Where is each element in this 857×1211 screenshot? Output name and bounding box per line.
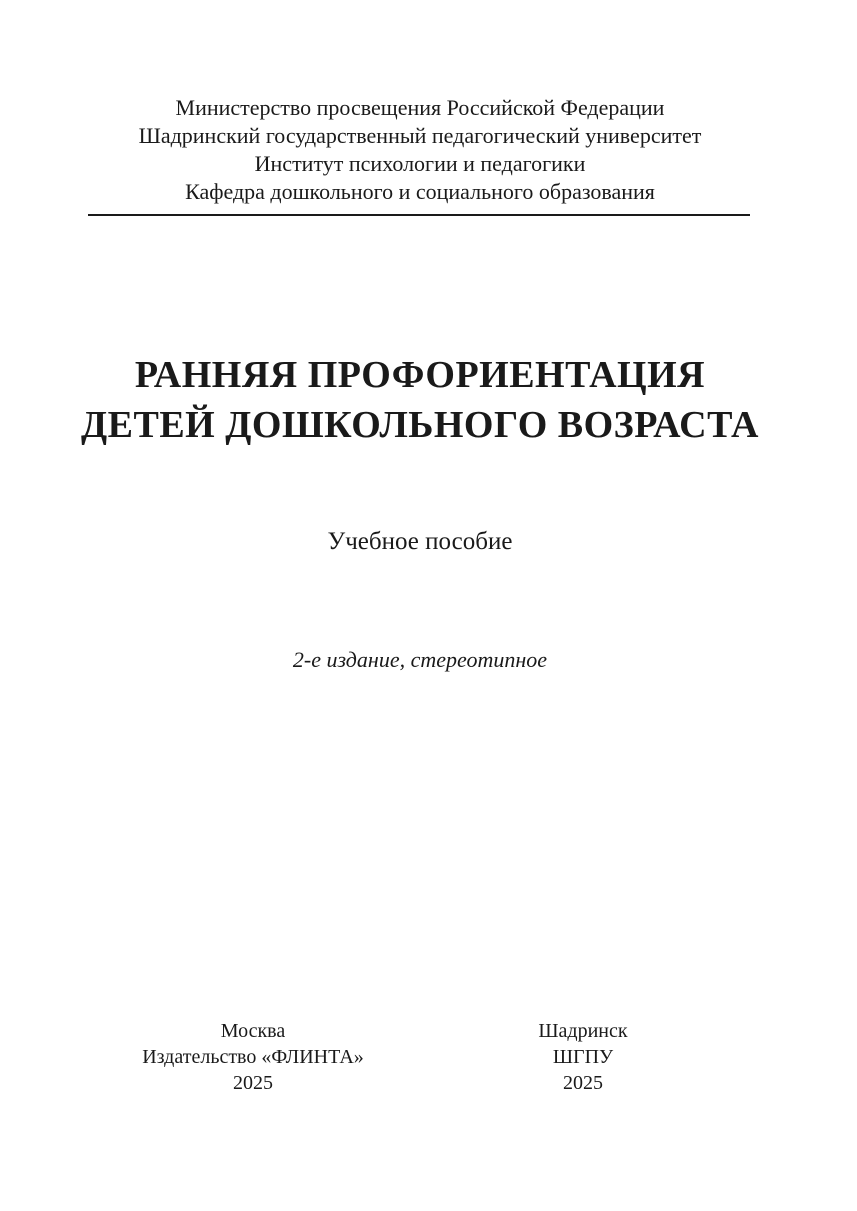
imprint-city: Москва xyxy=(220,1020,286,1042)
title-line-1: РАННЯЯ ПРОФОРИЕНТАЦИЯ xyxy=(134,354,706,396)
header-divider xyxy=(88,214,750,216)
imprint-publisher-shadrinsk xyxy=(483,1018,683,1096)
book-title xyxy=(0,350,840,450)
department-line: Кафедра дошкольного и социального образования xyxy=(185,179,655,204)
imprint-city: Шадринск xyxy=(538,1020,628,1042)
institute-line: Институт психологии и педагогики xyxy=(254,151,586,176)
ministry-line: Министерство просвещения Российской Федерации xyxy=(175,95,665,120)
book-subtitle: Учебное пособие xyxy=(327,528,513,555)
edition-note: 2-е издание, стереотипное xyxy=(292,647,548,672)
imprint-year: 2025 xyxy=(563,1072,603,1094)
imprint-publisher: ШГПУ xyxy=(552,1046,614,1068)
imprint-year: 2025 xyxy=(233,1072,273,1094)
title-line-2: ДЕТЕЙ ДОШКОЛЬНОГО ВОЗРАСТА xyxy=(81,404,759,446)
imprint-publisher-moscow xyxy=(103,1018,403,1096)
institution-header xyxy=(0,94,840,206)
university-line: Шадринский государственный педагогический университет xyxy=(138,123,702,148)
imprint-publisher: Издательство «ФЛИНТА» xyxy=(142,1046,364,1068)
